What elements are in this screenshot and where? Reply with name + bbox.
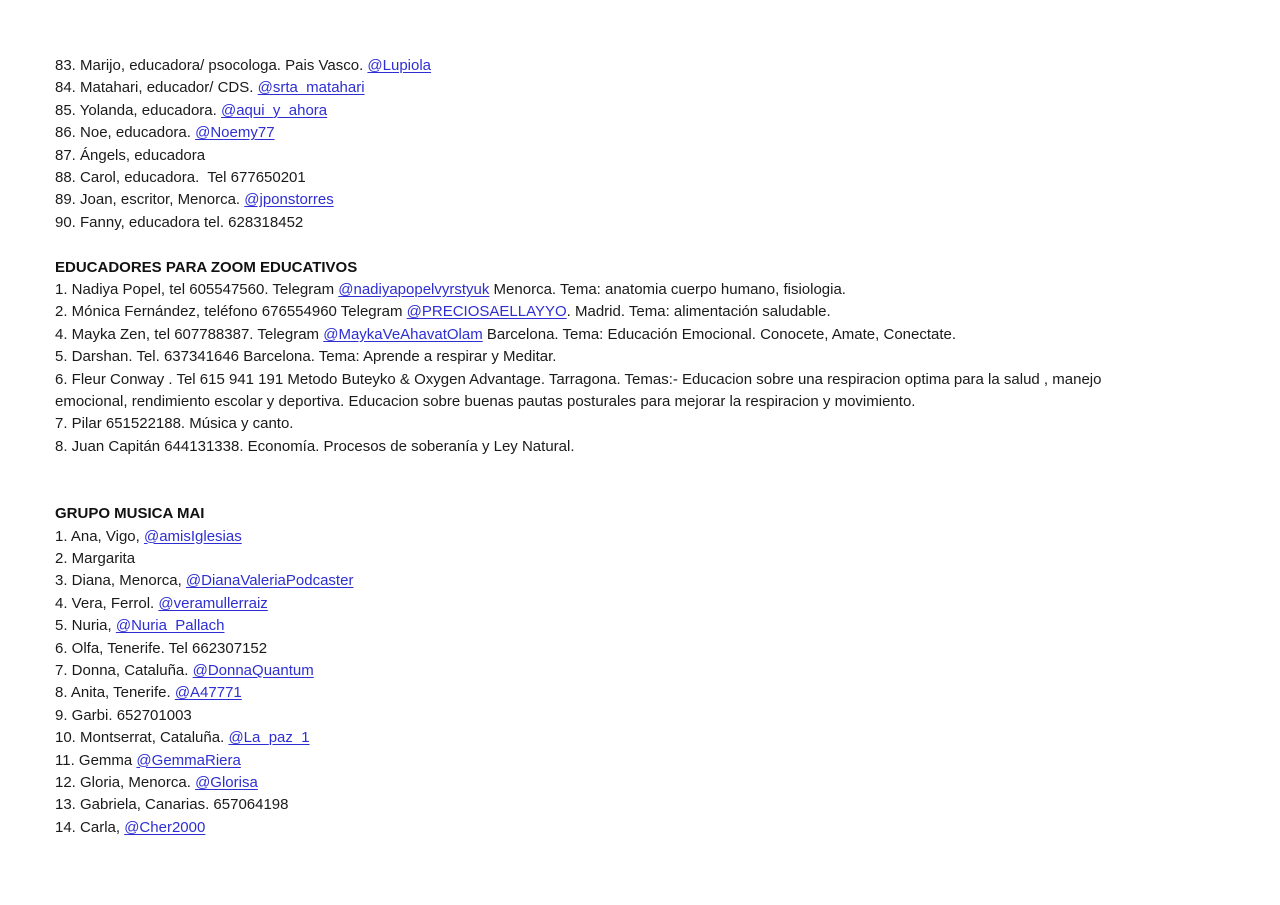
list-item-text: 1. Nadiya Popel, tel 605547560. Telegram [55,281,339,299]
list-item-text: 3. Diana, Menorca, [55,572,186,590]
telegram-handle-link[interactable]: @srta_matahari [257,79,365,97]
list-item [55,189,1220,211]
list-item-text: 90. Fanny, educadora tel. 628318452 [55,213,304,231]
list-item [55,750,1220,772]
list-item-text: 10. Montserrat, Cataluña. [55,729,229,747]
telegram-handle-link[interactable]: @Glorisa [195,773,258,791]
list-item-text: 85. Yolanda, educadora. [55,101,221,119]
telegram-handle-link[interactable]: @PRECIOSAELLAYYO [406,303,567,321]
section-educadoras-list [55,55,1220,234]
list-item [55,369,1220,391]
list-item-text: . Madrid. Tema: alimentación saludable. [566,303,831,321]
list-item [55,638,1220,660]
list-item [55,615,1220,637]
list-item [55,772,1220,794]
list-item-text: 9. Garbi. 652701003 [55,706,192,724]
list-item-text: 7. Donna, Cataluña. [55,661,193,679]
list-item-text: emocional, rendimiento escolar y deportiva. Educacion sobre buenas pautas posturales para mejorar la respiracion y movimiento. [55,393,916,411]
list-item-text: 88. Carol, educadora. Tel 677650201 [55,169,306,187]
list-item-text: 8. Juan Capitán 644131338. Economía. Procesos de soberanía y Ley Natural. [55,437,575,455]
list-item [55,301,1220,323]
list-item-text: 2. Mónica Fernández, teléfono 676554960 Telegram [55,303,407,321]
telegram-handle-link[interactable]: @veramullerraiz [158,594,268,612]
list-item [55,727,1220,749]
list-item [55,817,1220,839]
list-item-text: 8. Anita, Tenerife. [55,684,175,702]
list-item [55,145,1220,167]
list-item-text: 12. Gloria, Menorca. [55,773,196,791]
list-item-text: 13. Gabriela, Canarias. 657064198 [55,796,289,814]
list-item-text: 11. Gemma [55,751,137,769]
list-item [55,167,1220,189]
list-item [55,100,1220,122]
telegram-handle-link[interactable]: @MaykaVeAhavatOlam [323,325,483,343]
list-item-text: 14. Carla, [55,818,125,836]
list-item-text: 6. Olfa, Tenerife. Tel 662307152 [55,639,268,657]
list-item [55,324,1220,346]
list-item-text: 5. Nuria, [55,617,116,635]
telegram-handle-link[interactable]: @aqui_y_ahora [220,101,328,119]
telegram-handle-link[interactable]: @nadiyapopelvyrstyuk [338,281,490,299]
telegram-handle-link[interactable]: @amisIglesias [143,527,242,545]
list-item [55,660,1220,682]
list-item [55,593,1220,615]
list-item-text: 6. Fleur Conway . Tel 615 941 191 Metodo Buteyko & Oxygen Advantage. Tarragona. Temas:- Educacion sobre una respiracion optima para la salud , manejo [55,370,1102,388]
list-item-text: Barcelona. Tema: Educación Emocional. Conocete, Amate, Conectate. [482,325,957,343]
telegram-handle-link[interactable]: @A47771 [174,684,242,702]
list-item [55,413,1220,435]
list-item [55,55,1220,77]
list-item [55,122,1220,144]
telegram-handle-link[interactable]: @Noemy77 [195,124,275,142]
list-item-text: 1. Ana, Vigo, [55,527,144,545]
list-item-text: 2. Margarita [55,549,136,567]
telegram-handle-link[interactable]: @Cher2000 [124,818,206,836]
list-item-text: 4. Vera, Ferrol. [55,594,159,612]
list-item [55,212,1220,234]
list-item-text: 86. Noe, educadora. [55,124,196,142]
list-item [55,570,1220,592]
list-item [55,346,1220,368]
telegram-handle-link[interactable]: @GemmaRiera [136,751,241,769]
list-item [55,436,1220,458]
list-item [55,794,1220,816]
section-title: EDUCADORES PARA ZOOM EDUCATIVOS [55,258,358,276]
telegram-handle-link[interactable]: @DonnaQuantum [192,661,314,679]
list-item-text: 83. Marijo, educadora/ psocologa. Pais Vasco. [55,57,368,74]
list-item-text: 4. Mayka Zen, tel 607788387. Telegram [55,325,324,343]
list-item [55,526,1220,548]
telegram-handle-link[interactable]: @Nuria_Pallach [115,617,225,635]
list-item-text: 5. Darshan. Tel. 637341646 Barcelona. Tema: Aprende a respirar y Meditar. [55,348,557,366]
section-educadores-zoom [55,257,1220,459]
list-item [55,705,1220,727]
list-item-text: 84. Matahari, educador/ CDS. [55,79,258,97]
telegram-handle-link[interactable]: @Lupiola [367,57,432,74]
list-item [55,548,1220,570]
section-grupo-musica-mai [55,503,1220,839]
list-item [55,391,1220,413]
list-item [55,279,1220,301]
section-title: GRUPO MUSICA MAI [55,505,205,523]
telegram-handle-link[interactable]: @jponstorres [244,191,334,209]
list-item-text: Menorca. Tema: anatomia cuerpo humano, fisiologia. [489,281,846,299]
list-item [55,77,1220,99]
list-item-text: 89. Joan, escritor, Menorca. [55,191,245,209]
list-item [55,682,1220,704]
list-item-text: 7. Pilar 651522188. Música y canto. [55,415,294,433]
telegram-handle-link[interactable]: @La_paz_1 [228,729,310,747]
telegram-handle-link[interactable]: @DianaValeriaPodcaster [185,572,354,590]
list-item-text: 87. Ángels, educadora [55,146,206,164]
